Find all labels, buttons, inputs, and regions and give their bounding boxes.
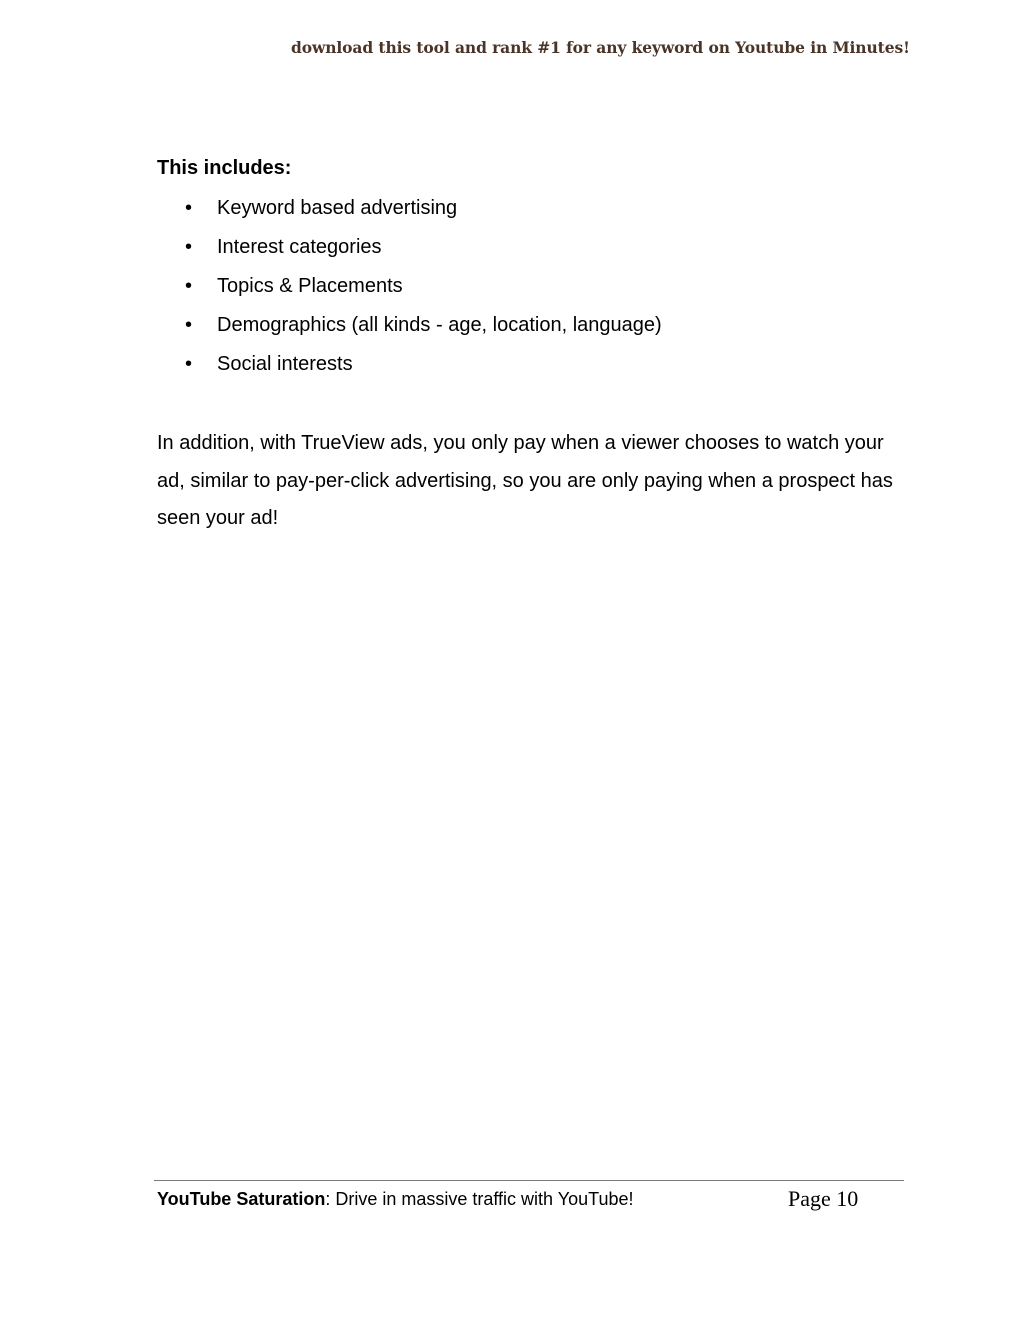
page-footer bbox=[157, 1186, 877, 1214]
bullet-icon: • bbox=[185, 353, 193, 375]
body-paragraph: In addition, with TrueView ads, you only pay when a viewer chooses to watch your ad, similar to pay-per-click advertising, so you are only paying when a prospect has seen your ad! bbox=[157, 432, 893, 529]
list-item bbox=[157, 351, 662, 390]
list-item bbox=[157, 195, 662, 234]
bullet-icon: • bbox=[185, 197, 193, 219]
bullet-icon: • bbox=[185, 275, 193, 297]
list-item-text: Demographics (all kinds - age, location, language) bbox=[217, 314, 662, 336]
bullet-icon: • bbox=[185, 236, 193, 258]
header-download-link[interactable]: download this tool and rank #1 for any keyword on Youtube in Minutes! bbox=[291, 38, 910, 57]
list-item bbox=[157, 234, 662, 273]
list-item-text: Keyword based advertising bbox=[217, 197, 458, 219]
footer-separator: : bbox=[325, 1189, 331, 1209]
footer-tagline: Drive in massive traffic with YouTube! bbox=[330, 1189, 634, 1209]
footer-title: YouTube Saturation bbox=[157, 1189, 326, 1209]
footer-divider bbox=[154, 1180, 904, 1181]
footer-text bbox=[157, 1189, 633, 1210]
bullet-list bbox=[157, 195, 662, 390]
page-number: Page 10 bbox=[788, 1186, 859, 1211]
bullet-icon: • bbox=[185, 314, 193, 336]
list-item bbox=[157, 312, 662, 351]
list-item-text: Social interests bbox=[217, 353, 353, 375]
list-item bbox=[157, 273, 662, 312]
list-item-text: Interest categories bbox=[217, 236, 382, 258]
section-heading: This includes: bbox=[157, 157, 292, 179]
list-item-text: Topics & Placements bbox=[217, 275, 403, 297]
